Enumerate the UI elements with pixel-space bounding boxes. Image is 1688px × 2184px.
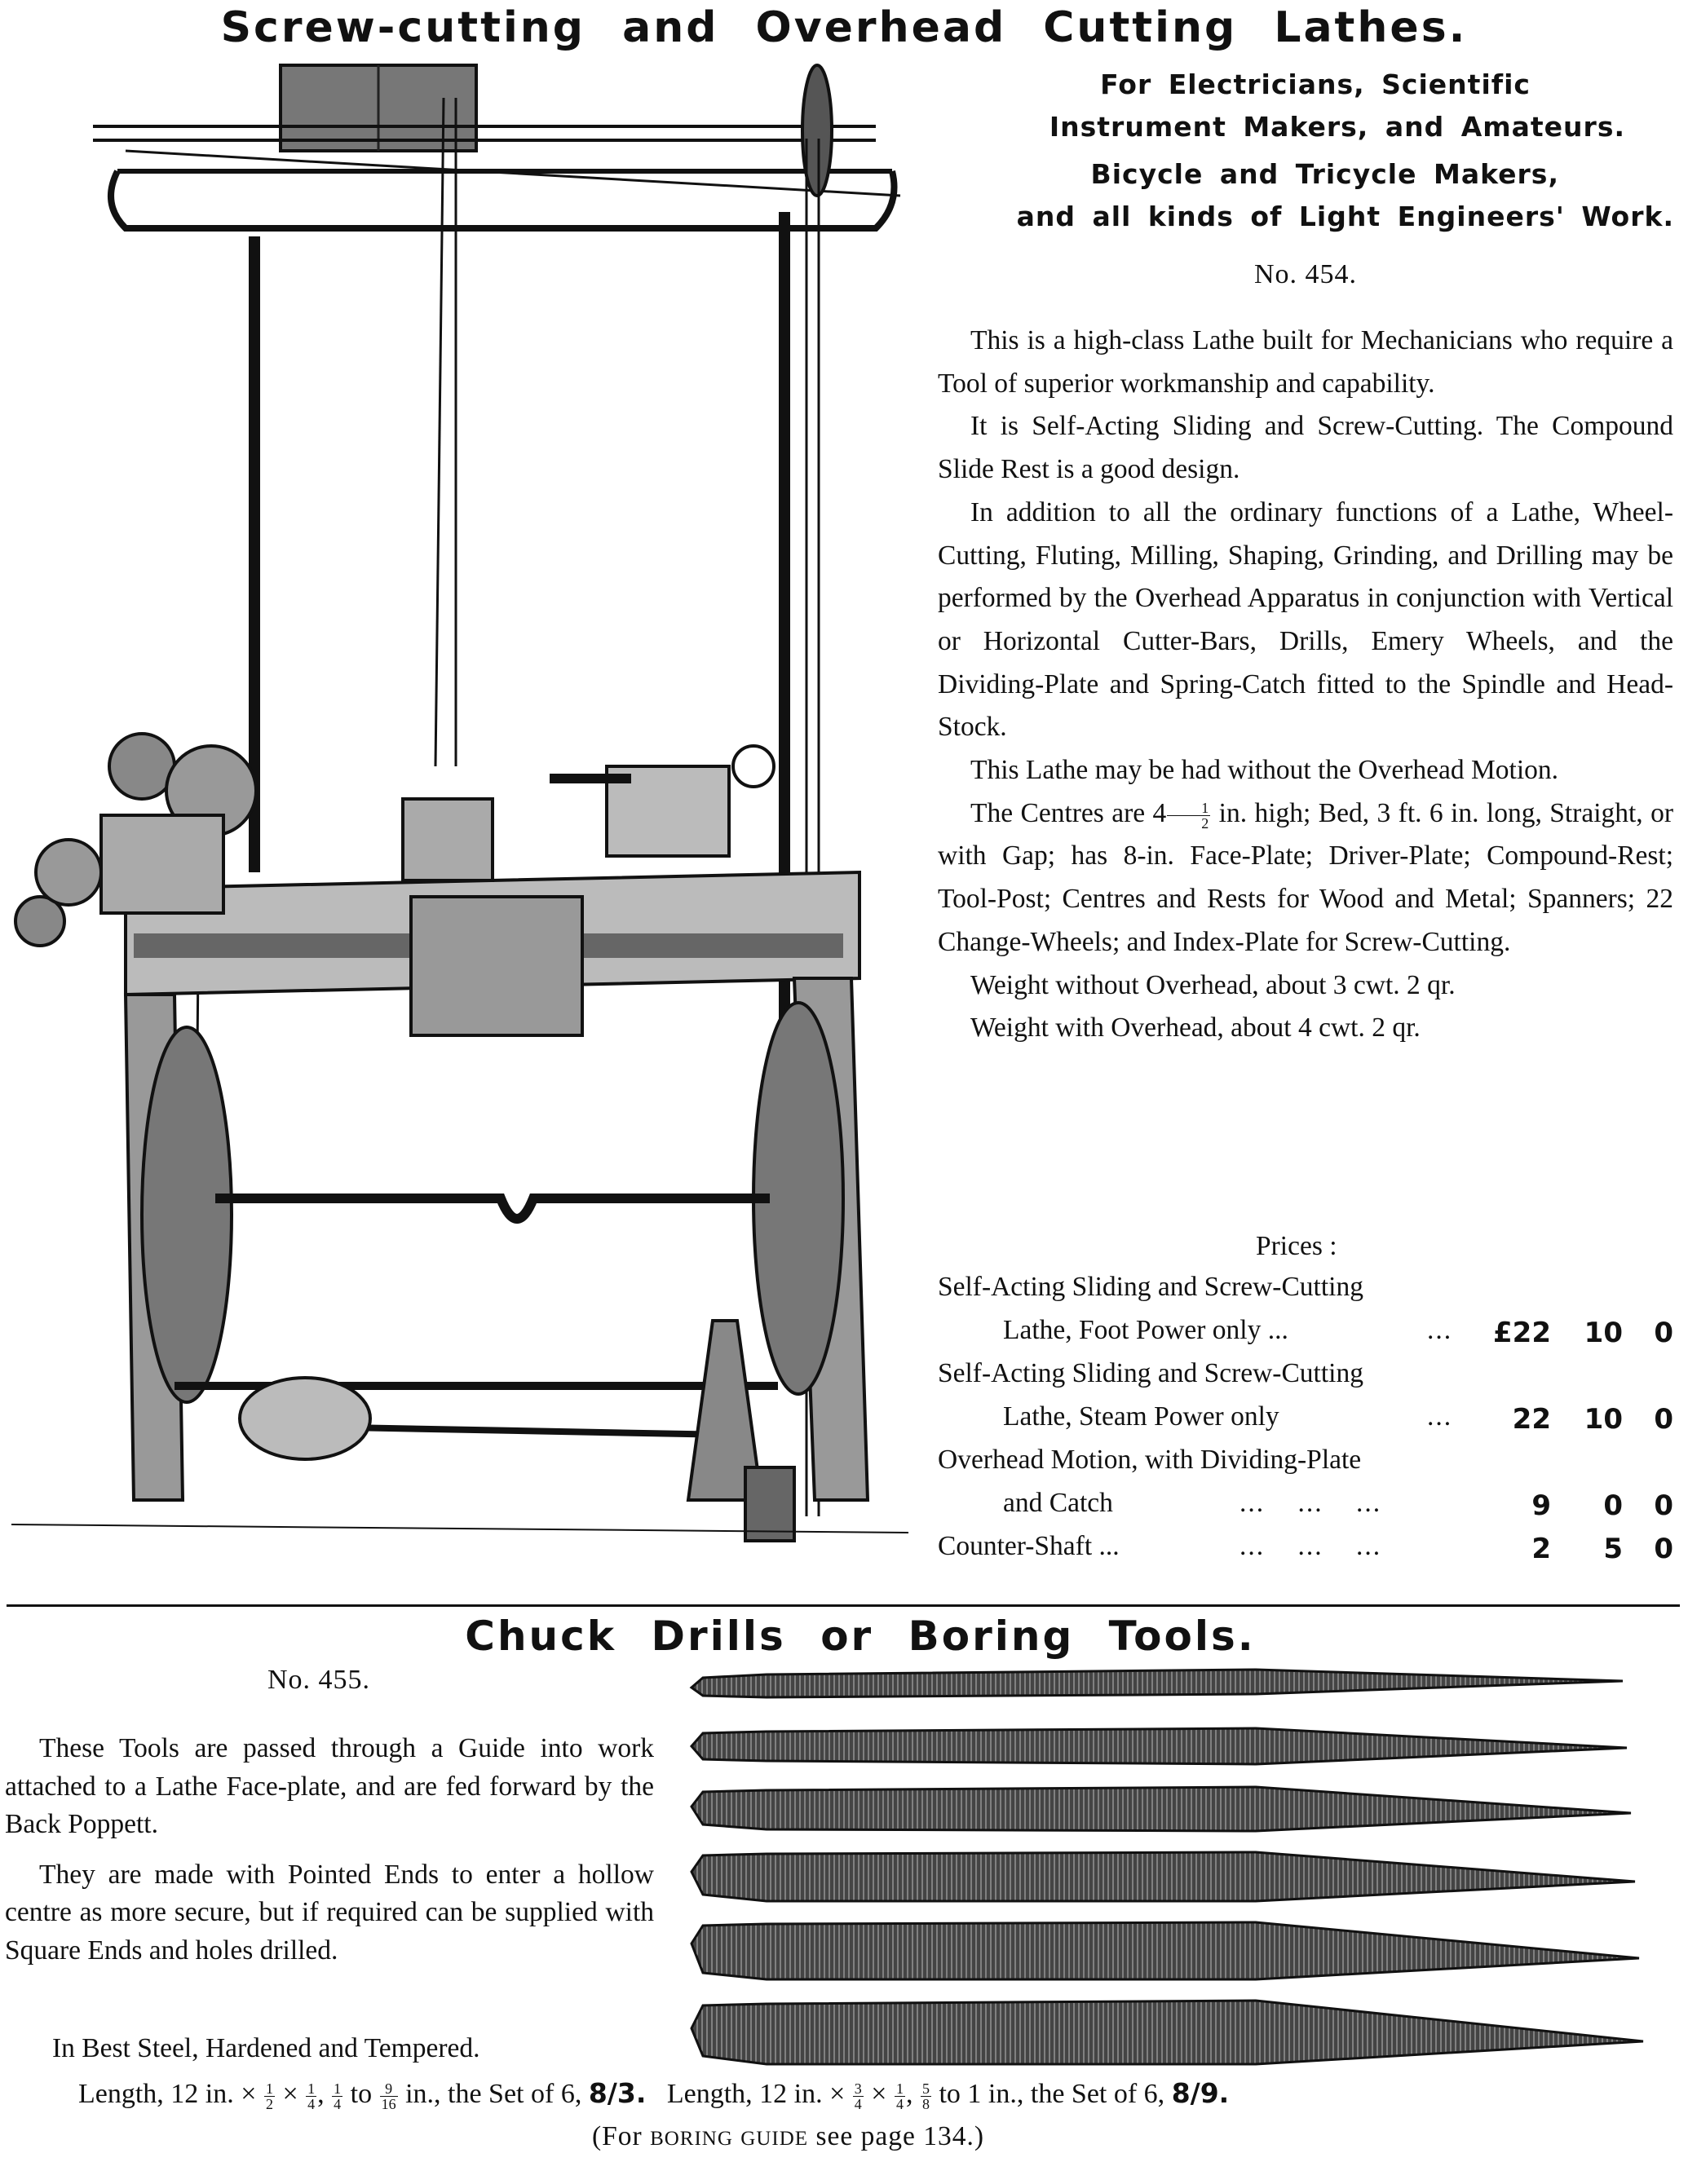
length-b-frac-1: $\frac{3}{4}$	[854, 2080, 862, 2112]
weight-without-overhead: Weight without Overhead, about 3 cwt. 2 qr.	[970, 969, 1456, 1000]
lathe-paragraph-1: This is a high-class Lathe built for Mechanicians who require a Tool of superior workmanship and capability.	[938, 325, 1673, 399]
price-3-shillings: 0	[1603, 1489, 1623, 1522]
length-b-frac-3: $\frac{5}{8}$	[921, 2080, 930, 2112]
price-row-4	[938, 1531, 1673, 1573]
centres-after: in. high; Bed, 3 ft. 6 in. long, Straight, or with Gap; has 8-in. Face-Plate; Driver-Plate; Compound-Rest; Tool-Post; Centres and Rests for Wood and Metal; Spanners; 22 Change-Wheels; and Index-Plate for Screw-Cutting.	[938, 797, 1673, 957]
guide-open: (For	[592, 2121, 643, 2151]
length-b-comma: ,	[905, 2079, 913, 2109]
guide-boring: BORING	[650, 2128, 733, 2150]
section-divider	[7, 1604, 1680, 1607]
price-2-dots: ...	[1427, 1401, 1453, 1432]
drills-title: Chuck Drills or Boring Tools.	[465, 1613, 1256, 1660]
drill-bit-1	[692, 1670, 1623, 1697]
length-a-suffix: in., the Set of 6,	[405, 2079, 582, 2109]
guide-close: see page 134.)	[815, 2121, 984, 2151]
length-a-price: 8/3.	[588, 2077, 647, 2109]
lathe-paragraph-4: This Lathe may be had without the Overhead Motion.	[970, 755, 1559, 786]
length-a-frac-1: $\frac{1}{2}$	[265, 2080, 273, 2112]
price-1-label-a: Self-Acting Sliding and Screw-Cutting	[938, 1272, 1363, 1302]
length-b-frac-2: $\frac{1}{4}$	[895, 2080, 904, 2112]
subtitle-line-1: For Electricians, Scientific	[1100, 68, 1531, 100]
length-a-comma: ,	[317, 2079, 325, 2109]
price-1-dots: ...	[1427, 1315, 1453, 1345]
lathe-paragraph-2: It is Self-Acting Sliding and Screw-Cutting. The Compound Slide Rest is a good design.	[938, 411, 1673, 485]
price-4-pounds: 2	[1531, 1533, 1551, 1565]
price-3-dots: ... ... ...	[1239, 1488, 1382, 1518]
price-2-label-a: Self-Acting Sliding and Screw-Cutting	[938, 1358, 1363, 1388]
drills-lengths-line	[78, 2077, 1229, 2111]
price-3-label-a: Overhead Motion, with Dividing-Plate	[938, 1445, 1362, 1475]
price-2-pounds: 22	[1512, 1403, 1551, 1436]
prices-heading: Prices :	[1256, 1231, 1337, 1261]
length-a-times: ×	[282, 2079, 298, 2109]
lathe-illustration	[11, 49, 917, 1573]
drills-material: In Best Steel, Hardened and Tempered.	[52, 2033, 480, 2063]
guide-guide: GUIDE	[740, 2128, 809, 2150]
drills-paragraph-1: These Tools are passed through a Guide into work attached to a Lathe Face-plate, and are fed forward by the Back Poppett.	[5, 1733, 654, 1839]
page-title: Screw-cutting and Overhead Cutting Lathes.	[220, 3, 1468, 52]
length-a-frac-2: $\frac{1}{4}$	[307, 2080, 316, 2112]
price-row-1-line-1	[938, 1272, 1673, 1314]
price-2-shillings: 10	[1584, 1403, 1623, 1436]
price-row-2-line-1	[938, 1358, 1673, 1401]
price-4-label: Counter-Shaft ...	[938, 1531, 1120, 1561]
length-b-price: 8/9.	[1171, 2077, 1230, 2109]
lathe-item-number: No. 454.	[1254, 259, 1358, 289]
length-a-prefix: Length, 12 in. ×	[78, 2079, 257, 2109]
price-row-3-line-2	[938, 1488, 1673, 1530]
lathe-paragraph-3: In addition to all the ordinary functions of a Lathe, Wheel-Cutting, Fluting, Milling, Shaping, Grinding, and Drilling may be performed by the Overhead Apparatus in conjunction with Vertical or Horizontal Cutter-Bars, Drills, Emery Wheels, and the Dividing-Plate and Spring-Catch fitted to the Spindle and Head-Stock.	[938, 496, 1673, 743]
price-4-shillings: 5	[1603, 1533, 1623, 1565]
lathe-description	[938, 320, 1673, 1050]
subtitle-line-2: Instrument Makers, and Amateurs.	[1049, 111, 1625, 143]
price-1-pence: 0	[1654, 1317, 1673, 1349]
boring-guide-note	[592, 2121, 984, 2152]
drill-bit-3	[692, 1787, 1631, 1831]
price-3-pence: 0	[1654, 1489, 1673, 1522]
price-3-pounds: 9	[1531, 1489, 1551, 1522]
centres-before: The Centres are 4	[970, 797, 1167, 828]
subtitle-line-3: Bicycle and Tricycle Makers,	[1090, 158, 1559, 190]
subtitle-line-4: and all kinds of Light Engineers' Work.	[1016, 201, 1674, 232]
weight-with-overhead: Weight with Overhead, about 4 cwt. 2 qr.	[970, 1013, 1421, 1043]
fraction-half: $\frac{1}{2}$	[1167, 801, 1210, 831]
length-a-frac-4: $\frac{9}{16}$	[381, 2080, 396, 2112]
drill-bit-4	[692, 1852, 1635, 1901]
price-row-1-line-2	[938, 1315, 1673, 1357]
length-b-prefix: Length, 12 in. ×	[666, 2079, 846, 2109]
price-row-2-line-2	[938, 1401, 1673, 1444]
drills-description	[5, 1730, 654, 1982]
price-1-shillings: 10	[1584, 1317, 1623, 1349]
price-4-pence: 0	[1654, 1533, 1673, 1565]
lathe-centres-paragraph	[938, 792, 1673, 964]
price-1-pounds: £22	[1493, 1317, 1551, 1349]
length-a-frac-3: $\frac{1}{4}$	[334, 2080, 342, 2112]
price-row-3-line-1	[938, 1445, 1673, 1487]
price-2-pence: 0	[1654, 1403, 1673, 1436]
length-a-to: to	[350, 2079, 373, 2109]
price-4-dots: ... ... ...	[1239, 1531, 1382, 1561]
drill-bit-6	[692, 2001, 1643, 2064]
price-3-label-b: and Catch	[1003, 1488, 1113, 1518]
drills-item-number: No. 455.	[267, 1665, 371, 1695]
drill-bits-illustration	[685, 1663, 1664, 2071]
drills-paragraph-2: They are made with Pointed Ends to enter a hollow centre as more secure, but if required can be supplied with Square Ends and holes drilled.	[5, 1859, 654, 1966]
drill-bit-5	[692, 1922, 1639, 1979]
drill-bit-2	[692, 1728, 1627, 1764]
length-b-suffix: to 1 in., the Set of 6,	[939, 2079, 1165, 2109]
price-1-label-b: Lathe, Foot Power only ...	[1003, 1315, 1288, 1345]
price-2-label-b: Lathe, Steam Power only	[1003, 1401, 1279, 1432]
length-b-times: ×	[871, 2079, 887, 2109]
